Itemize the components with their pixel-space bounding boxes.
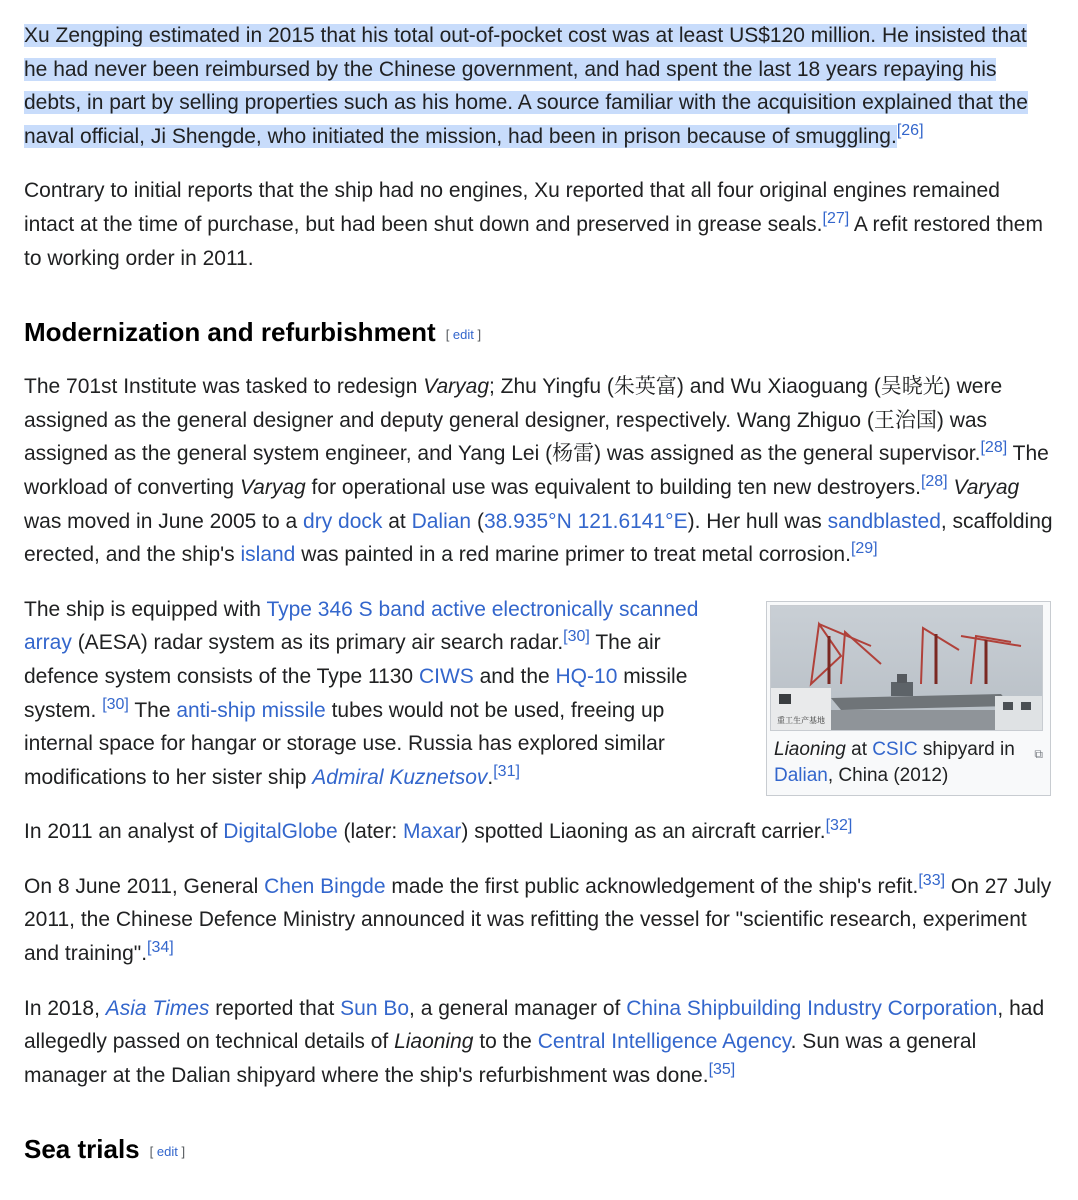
citation-30[interactable] — [563, 628, 590, 645]
bracket: [ — [149, 1144, 157, 1160]
text: The workload of converting — [24, 442, 1049, 499]
citation-28[interactable] — [980, 439, 1007, 456]
heading-title: Sea trials — [24, 1134, 140, 1165]
text: reported that — [209, 996, 341, 1020]
thumbnail-caption — [770, 731, 1047, 789]
citation-28b[interactable] — [921, 473, 948, 490]
citation-29-link[interactable]: [29] — [850, 540, 878, 558]
text: ) spotted Liaoning as an aircraft carrier. — [461, 820, 826, 844]
citation-30b-link[interactable]: [30] — [102, 695, 129, 713]
text: , China (2012) — [827, 764, 949, 786]
link-sun-bo[interactable]: Sun Bo — [340, 996, 410, 1020]
caption-ship: Liaoning — [774, 738, 846, 760]
link-text: Asia Times — [105, 996, 210, 1020]
link-chen-bingde[interactable]: Chen Bingde — [264, 874, 386, 898]
link-sandblasted[interactable]: sandblasted — [827, 509, 941, 533]
text: at — [845, 738, 873, 760]
text: at — [382, 509, 412, 533]
text: Contrary to initial reports that the ship had no engines, Xu reported that all four original engines remained intact at the time of purchase, but had been shut down and preserved in grease seals. — [24, 179, 1000, 236]
selected-text[interactable]: Xu Zengping estimated in 2015 that his total out-of-pocket cost was at least US$120 million. He insisted that he had never been reimbursed by the Chinese government, and had spent the last 18 years repaying his debts, in part by selling properties such as his home. A source familiar with the acquisition explained that the naval official, Ji Shengde, who initiated the mission, had been in prison because of smuggling. — [24, 24, 1028, 148]
edit-link[interactable]: edit — [452, 327, 474, 343]
text: made the first public acknowledgement of the ship's refit. — [385, 874, 919, 898]
text: On 27 July 2011, the Chinese Defence Ministry announced it was refitting the vessel for "scientific research, experiment and training". — [24, 874, 1052, 966]
bracket: ] — [473, 327, 482, 343]
citation-28-link[interactable]: [28] — [980, 439, 1008, 457]
citation-31-link[interactable]: [31] — [493, 762, 520, 780]
text: tubes would not be used, freeing up internal space for hangar or storage use. Russia has explored similar modifications to her sister ship — [24, 698, 665, 789]
edit-section — [446, 327, 481, 342]
text: , a general manager of — [409, 996, 627, 1020]
link-island[interactable]: island — [240, 543, 296, 567]
text: In 2018, — [24, 996, 106, 1020]
text: The 701st Institute was tasked to redesign — [24, 375, 424, 399]
paragraph-engines — [24, 174, 1054, 275]
citation-34-link[interactable]: [34] — [147, 939, 174, 957]
citation-29[interactable] — [851, 540, 878, 557]
paragraph-redesign — [24, 370, 1054, 572]
link-admiral-kuznetsov[interactable] — [312, 766, 487, 789]
citation-32[interactable] — [826, 817, 853, 834]
text: On 8 June 2011, General — [24, 874, 265, 898]
citation-32-link[interactable]: [32] — [825, 817, 853, 835]
citation-27-link[interactable]: [27] — [822, 209, 850, 227]
text: missile system. — [24, 664, 688, 722]
citation-26[interactable] — [897, 122, 924, 139]
citation-30-link[interactable]: [30] — [563, 628, 590, 646]
text: . Sun was a general manager at the Dalian shipyard where the ship's refurbishment was done. — [24, 1030, 977, 1087]
edit-section — [150, 1144, 185, 1159]
section-heading-modernization — [24, 314, 1054, 353]
citation-33[interactable] — [918, 872, 945, 889]
ship-name: Varyag — [423, 375, 489, 399]
text: (later: — [337, 820, 404, 844]
text: The ship is equipped with — [24, 597, 267, 621]
citation-34[interactable] — [147, 939, 174, 956]
link-text: Admiral Kuznetsov — [312, 765, 488, 789]
link-csic[interactable]: CSIC — [872, 738, 918, 760]
text: . — [487, 765, 494, 789]
text: In 2011 an analyst of — [24, 820, 224, 844]
paragraph-asia-times — [24, 992, 1054, 1093]
citation-35-link[interactable]: [35] — [708, 1060, 736, 1078]
link-coordinates[interactable]: 38.935°N 121.6141°E — [483, 509, 688, 533]
link-type-346[interactable]: Type 346 S band active electronically scanned array — [24, 597, 699, 655]
text: , had allegedly passed on technical details of — [24, 996, 1045, 1054]
text: and the — [473, 664, 556, 688]
link-asia-times[interactable] — [106, 997, 210, 1020]
ship-name: Varyag — [239, 475, 306, 499]
text: to the — [473, 1030, 538, 1054]
bracket: [ — [445, 327, 453, 343]
link-dalian[interactable]: Dalian — [411, 509, 472, 533]
text: shipyard in — [917, 738, 1015, 760]
enlarge-icon[interactable]: ⧉ — [1034, 746, 1043, 761]
shipyard-photo[interactable] — [770, 605, 1043, 731]
paragraph-acknowledgement — [24, 870, 1054, 971]
text: ; Zhu Yingfu (朱英富) and Wu Xiaoguang (吴晓光) were assigned as the general designer and deputy general designer, respectively. Wang Zhiguo (王治国) was assigned as the general system engineer, and Yang Lei (杨雷) was assigned as the general supervisor. — [24, 375, 1003, 466]
text: The air defence system consists of the Type 1130 — [24, 631, 661, 688]
link-cia[interactable]: Central Intelligence Agency — [537, 1030, 791, 1054]
link-csic-corp[interactable]: China Shipbuilding Industry Corporation — [626, 996, 998, 1020]
link-hq-10[interactable]: HQ-10 — [555, 664, 618, 688]
link-anti-ship-missile[interactable]: anti-ship missile — [176, 698, 326, 722]
link-dry-dock[interactable]: dry dock — [303, 509, 383, 533]
citation-35[interactable] — [709, 1061, 736, 1078]
heading-title: Modernization and refurbishment — [24, 317, 436, 348]
sign-text: 重工生产基地 — [777, 715, 825, 725]
citation-31[interactable] — [493, 763, 520, 780]
paragraph-digitalglobe — [24, 815, 1054, 849]
citation-30b[interactable] — [102, 696, 129, 713]
link-ciws[interactable]: CIWS — [418, 664, 474, 688]
text: A refit restored them to working order in 2011. — [24, 212, 1043, 270]
ship-name: Varyag — [953, 475, 1020, 499]
text: ). Her hull was — [687, 509, 828, 533]
bracket: ] — [177, 1144, 186, 1160]
section-heading-sea-trials — [24, 1131, 1054, 1170]
link-dalian-caption[interactable]: Dalian — [774, 764, 828, 786]
link-maxar[interactable]: Maxar — [403, 820, 462, 844]
text: for operational use was equivalent to building ten new destroyers. — [305, 475, 921, 499]
ship-name: Liaoning — [394, 1030, 474, 1054]
text: (AESA) radar system as its primary air search radar. — [71, 631, 564, 655]
article-content — [24, 19, 1054, 1187]
citation-28b-link[interactable]: [28] — [920, 472, 948, 490]
text: ( — [471, 509, 484, 533]
paragraph-cost — [24, 19, 1054, 153]
thumbnail-figure — [766, 601, 1051, 796]
text: was painted in a red marine primer to treat metal corrosion. — [295, 543, 851, 567]
text: , scaffolding erected, and the ship's — [24, 509, 1053, 567]
text: The — [128, 698, 177, 722]
citation-33-link[interactable]: [33] — [918, 871, 946, 889]
citation-27[interactable] — [823, 210, 850, 227]
citation-26-link[interactable]: [26] — [896, 121, 924, 139]
link-digitalglobe[interactable]: DigitalGlobe — [223, 820, 338, 844]
edit-link[interactable]: edit — [156, 1144, 178, 1160]
text: was moved in June 2005 to a — [24, 509, 304, 533]
